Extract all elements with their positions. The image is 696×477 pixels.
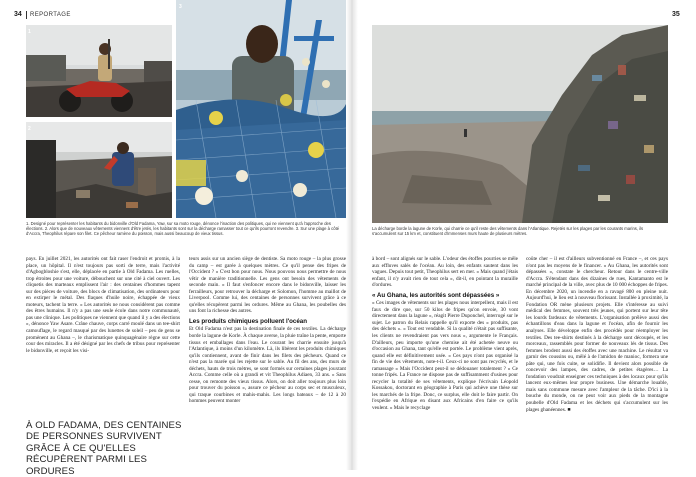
page-gutter <box>346 0 358 470</box>
body-column-3 <box>372 256 518 412</box>
body-column-2 <box>189 256 346 405</box>
photo-number-2: 2 <box>28 126 31 132</box>
left-photo-caption: 1. Designé pour représenter les habitants du bidonville d'Old Fadama, Yaw, sur sa moto rouge, dénonce l'inaction des politiques, qui ne viennent qu'à l'approche des élections. 2. Alors que de nouveaux vêtements viennent d'être jetés, les habitants sont sur la décharge ramasser tout ce qu'ils pourront revendre. 3. Sur une plage à côté d'Accra, Theophilus répare son filet. Ce pêcheur ramène du poisson, mais aussi beaucoup de vieux tissus. <box>26 221 340 237</box>
photo-moto-rider <box>26 25 172 117</box>
right-photo-caption: La décharge borde la lagune de Korle, qui charrie ce qu'il reste des vêtements dans l'Atlantique. Rejetés sur les plages par les courants marins, ils s'accumulent sur 15 km et, constituent d'immenses murs haute de plusieurs mètres. <box>372 226 644 237</box>
section-rubric: REPORTAGE <box>30 12 71 18</box>
pull-quote: À OLD FADAMA, DES CENTAINES DE PERSONNES SURVIVENT GRÂCE À CE QU'ELLES RÉCUPÈRENT PARMI LES ORDURES <box>26 420 182 477</box>
photo-number-3: 3 <box>179 4 182 10</box>
photo-fisherman-net <box>176 0 346 218</box>
column-1-text: pays. En juillet 2021, les autorités ont fait raser l'endroit et promis, à la place, un hôpital. Il n'est toujours pas sorti de terre, mais l'activité d'Agbogbloshie s'est, elle, déplacée en partie à Old Fadama. Les ruelles, trop étroites pour une voiture, débouchent sur une cité à ciel ouvert. Les cliquetis des marteaux emplissent l'air : des centaines d'hommes tapent sur des pièces de voiture, des blocs de climatisation, des ordinateurs pour en extirper le métal. Des flaques d'huile noire, échappée de vieux moteurs, tachent la terre. « Les autorités ne nous considèrent pas comme des êtres humains. Il n'y a pas une seule école dans notre communauté, pas une clinique. Les politiques ne viennent que quand il y a des élections », dénonce Yaw Asare. Crâne chauve, corps carré moulé dans un tee-shirt camouflage, le regard masqué par des lunettes de soleil – peu de gens se promènent au Ghana –, le charismatique quinquagénaire règne sur cette cour des miracles. Il a été désigné par les chefs de tribus pour représenter le bidonville, et reçoit les visi- <box>26 256 180 354</box>
photo-number-1: 1 <box>28 29 31 35</box>
subheading-authorities: « Au Ghana, les autorités sont dépassées » <box>372 291 500 299</box>
photo-sorting-clothes <box>26 122 172 218</box>
body-column-1 <box>26 256 180 354</box>
column-3-paragraph-1: à bord – sont alignés sur le sable. L'odeur des étoffes pourries se mêle aux effluves salés de l'océan. Au loin, des enfants sautent dans les vagues. Depuis tout petit, Theophilus sert en mer. « Mais quand j'étais enfant, il n'y avait rien de tout cela », dit-il, en pointant la muraille d'ordures. <box>372 256 518 289</box>
body-column-4 <box>526 256 668 413</box>
right-page-number: 35 <box>672 11 680 18</box>
column-2-paragraph-1: teurs assis sur un ancien siège de dentiste. Sa moto rouge – la plus grosse du camp – est garée à quelques mètres. Ce qu'il pense des fripes de l'Occident ? « C'est bon pour nous. Nous pouvons nous permettre de nous vêtir de manière traditionnelle. Les gens ont besoin des vêtements de seconde main. » Il faut s'enfoncer encore dans le bidonville, laisser les ferrailleurs, pour retrouver la décharge et Solomon, l'homme au maillot de Liverpool. Comme lui, des centaines de personnes survivent grâce à ce qu'elles récupèrent parmi les ordures. Même au Ghana, les poubelles des uns font la richesse des autres. <box>189 256 346 315</box>
column-3-paragraph-2: « Ces images de vêtements sur les plages nous interpellent, mais il est faux de dire que, sur 50 kilos de fripes qu'on envoie, 30 vont directement dans la lagune », réagit Pierre Duponchel, interrogé sur le sujet. Le patron du Relais rappelle qu'il exporte des « produits, pas des déchets ». « Tout est vendable. Si la qualité n'était pas suffisante, les clients ne revendraient pas vers nous », argumente le Français. D'ailleurs, peu importe qu'une chemise ait été achetée neuve ou d'occasion au Ghana, tant qu'elle est portée. Le problème vient après, quand elle est définitivement usée. « Ces pays n'ont pas organisé la fin de vie des vêtements, note-t-il. Ceux-ci ne sont pas recyclés, et le ramassage » Mais l'Occident peut-il se dédouaner totalement ? « Ce tonne fripés. La France ne dispose pas de suffisamment d'usines pour recycler la totalité de ses vêtements, explique l'écrivain Léopold Kossakou, doctorant en géographie à Paris qui achève une thèse sur les marchés de la fripe. Donc, ce surplus, elle doit le faire partir. On l'expédie en Afrique en disant aux Africains d'en faire ce qu'ils veulent. » Mais le recyclage <box>372 300 518 411</box>
photo-clothing-wall-beach <box>372 25 668 223</box>
subheading-chemicals: Les produits chimiques polluent l'océan <box>189 317 308 325</box>
rubric-divider <box>26 11 27 19</box>
left-page-number: 34 <box>14 11 22 18</box>
column-4-text: coûte cher – il est d'ailleurs subventionné en France –, et ces pays n'ont pas les moyens de le financer. « Au Ghana, les autorités sont dépassées », constate le chercheur. Retour dans le centre-ville d'Accra. S'étendant dans des dizaines de rues, Kantamanto est le marché principal de la ville, avec plus de 10 000 échoppes de fripes. En décembre 2020, un incendie en a ravagé 800 en pleine nuit. Aujourd'hui, le lieu est à nouveau florissant. Installée à proximité, la Fondation OR mène plusieurs projets. Elle s'intéresse au suivi médical des femmes, souvent très jeunes, qui portent sur leur tête les lourds fardeaux de vêtements. L'organisation prélève aussi des échantillons d'eau dans la lagune et l'océan, afin de fournir les analyses. Elle développe enfin des procédés pour réemployer les textiles. Des tee-shirts destinés à la décharge sont découpés, et les morceaux, rassemblés pour former de nouveaux lés de tissus. Des femmes brodent aussi des étoffes avec une machine. Le résultat va garnir des coussins ou, mêlé à de l'amidon de manioc, formera une pâte qui, une fois cuite, se solidifie. Il devient alors possible de concevoir des lampes, des cadres, de petites étagères… La fondation voudrait enseigner ces techniques à des locaux pour qu'ils lancent eux-mêmes leur propre business. Une démarche louable, mais sans commune mesure avec l'ampleur de la tâche. D'ici à la bouche du monde, on ne peut voir aux pieds de la montagne poubelle d'Old Fadama et les déchets qui s'accumulent sur les plages ghanéennes. ■ <box>526 256 668 413</box>
column-2-paragraph-2: Et Old Fadama n'est pas la destination finale de ces textiles. La décharge borde la lagune de Korle. À chaque averse, la pluie traîne la pente, emporte tissus et emballages dans l'eau. Le courant les charrie ensuite jusqu'à l'Atlantique, à moins d'un kilomètre. Là, ils libèrent les produits chimiques qu'ils contiennent, avant de finir dans les filets des pêcheurs. Quand ce n'est pas la marée qui les rejette sur le sable. Au fil des ans, des murs de déchets, hauts de trois mètres, se sont formés sur certaines plages jouxtant Accra. Comme celle où a grandi et vit Theophilus Adiaen, 33 ans. « Sans cesse, on remonte des vieux tissus. Alors, on doit aller toujours plus loin pour trouver du poisson », assure ce pêcheur au corps sec et musculeux, qui traque courbines et mahis-mahis. Les longs bateaux – de 12 à 20 hommes peuvent monter <box>189 326 346 405</box>
